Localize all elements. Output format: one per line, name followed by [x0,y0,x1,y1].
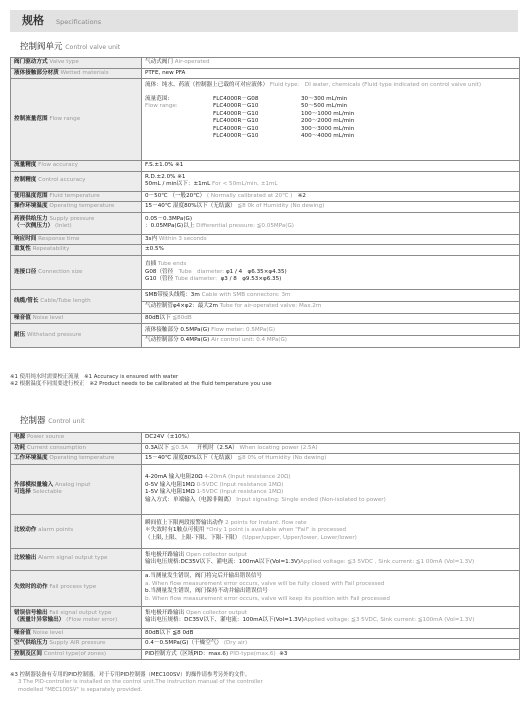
spec-row-cable-length: 线缆/管长 Cable/Tube length SMB带接头线缆：3m Cable with SMB connectors: 3m 气动控制管φ4×φ2：最大2m Tube for air-operated valve: Max.2m [11,289,520,313]
spec-row-ctrl-noise-level: 噪音值 Noise level 80dB以下 ≦8 0dB [11,628,520,639]
control-spec-table [10,432,520,660]
spec-row-operating-temperature: 操作环境温度 Operating temperature 15－40℃ 湿度80%以下（无结露） ≦8 0k of Humidity (No dewing) [11,202,520,213]
spec-row-air-pressure: 空气供给压力 Supply AIR pressure 0.4－0.5MPa(G)（干燥空气） (Dry air) [11,639,520,650]
section-header-bar [10,10,518,32]
list-item: FLC4000R－G10 300～3000 mL/min [213,125,355,132]
spec-row-fail-output: 错误信号输出 Fail signal output type （流量计异常输出） (Flow meter error) 集电极开路输出 Open collector output 输出电压规格：DC35V以下、灌电流：100mA以下(Vol=1.3V)Applied voltage: ≦3 5VDC, Sink current: ≦100mA (Vol=1.3V) [11,606,520,628]
spec-row-response-time: 响应时间 Response time 3s内 Within 3 seconds [11,234,520,245]
spec-row-current-consumption: 功耗 Current consumption 0.3A以下 ≦0.3A 开机时（2.5A） When locating power (2.5A) [11,443,520,454]
list-item: FLC4000R－G08 30～300 mL/min [213,95,348,102]
spec-row-repeatability: 重复性 Repeatability ±0.5% [11,245,520,256]
list-item: FLC4000R－G10 200～2000 mL/min [213,118,355,125]
spec-row-connection-size: 连接口径 Connection size 直插 Tube ends G08（管径 Tube diameter: φ1 / 4 φ6.35×φ4.35) G10（管径 Tube diameter: φ3 / 8 φ9.53×φ6.35) [11,255,520,289]
spec-row-flow-accuracy: 流量精度 Flow accuracy F.S.±1.0% ※1 [11,161,520,172]
list-item: FLC4000R－G10 400～4000 mL/min [213,133,355,140]
control-section-title: 控制器 Control unit [20,416,85,426]
spec-row-control-accuracy: 控制精度 Control accuracy R.D.±2.0% ※1 50mL / min以下：±1mL For < 50mL/min, ±1mL [11,171,520,191]
header-subtitle: Specifications [56,18,102,26]
flow-range-model-list [209,96,397,141]
spec-row-flow-range: 控制流量范围 Flow range 流体：纯水、药液（控制器上已载的可对应液体） Fluid type： DI water, chemicals (Fluid type indicated on control valve unit) 流量范围: Flow range: FLC4000R－G08 30～300 mL/min FLC4000R－G10 50～500 mL/min FLC4000R－G10 100～1000 mL/min FLC4000R－G10 200～2000 mL/min FLC4000R－G10 300～3000 mL/min FLC4000R－G10 400～4000 mL/min [11,79,520,161]
spec-row-analog-input: 外部模拟量输入 Analog input 可选择 Selectable 4-20mA 输入电阻20Ω 4-20mA (Input resistance 20Ω) 0-5V 输入电阻1MΩ 0-5VDC (Input resistance 1MΩ) 1-5V 输入电阻1MΩ 1-5VDC (Input resistance 1MΩ) 输入方式：单端输入（电源非隔离） Input signaling: Single ended (Non-isolated to power) [11,464,520,514]
list-item: FLC4000R－G10 50～500 mL/min [213,103,348,110]
spec-row-wetted-materials: 液体接触部分材质 Wetted materials PTFE, new PFA [11,68,520,79]
list-item: FLC4000R－G10 100～1000 mL/min [213,110,355,117]
spec-row-ctrl-operating-temperature: 工作环境温度 Operating temperature 15－40℃ 湿度80%以下（无结露） ≦8 0% of Humidity (No dewing) [11,454,520,465]
spec-row-fail-process: 失效时的动作 Fail process type a.当测量发生错误，阀门将完后开输出错误信号 a. When flow measurement error occurs, valve will be fully closed with Fail processed b.当测量发生错误，阀门保持不动并输出错误信号 b. When flow measurement error occurs, valve will keep its position with Fail processed [11,570,520,606]
spec-row-alarm-points: 比较动作 alarm points 瞬间值上下限两段报警输出动作 2 points for Instant. flow rate ＊失效时有1触点可使用 *Only 1 point is available when "Fail" is processed （上限,上限、上限-下限、下限-下限） (Upper/upper, Upper/lower, Lower/lower) [11,514,520,548]
spec-row-supply-pressure: 药液供给压力 Supply pressure （一次侧压力） (Inlet) 0.05－0.3MPa(G) ：0.05MPa(G)以上 Differential pressure: ≦0.05MPa(G) [11,212,520,234]
spec-row-withstand-pressure: 耐压 Withstand pressure 液体接触部分 0.5MPa(G) Flow meter: 0.5MPa(G) 气动控制部分 0.4MPa(G) Air control unit: 0.4 MPa(G) [11,324,520,348]
spec-row-valve-type: 阀门驱动方式 Valve type 气动式阀门 Air-operated [11,58,520,69]
control-footnotes: ※3 控制器装备有专用的PID控制器。对于专用PID控制器（MEC100SV）的操作请参考另外的文件。 3 The PID-controller is installed on the control unit.The instruction manual of the controller modelled "MEC100SV" is separately provided. [10,672,263,693]
spec-row-control-type: 控制及区间 Control type(of zones) PID控制方式（区域PID：max.6) PID-type(max.6) ※3 [11,649,520,660]
spec-row-noise-level: 噪音值 Noise level 80dB以下 ≦80dB [11,313,520,324]
valve-spec-table [10,57,520,348]
fluid-type: 流体：纯水、药液（控制器上已载的可对应液体） Fluid type： DI water, chemicals (Fluid type indicated on control valve unit) [145,82,482,89]
valve-footnotes: ※1 使用纯水时需要校正流量 ※1 Accuracy is ensured with water ※2 根据温度不同需要进行校正 ※2 Product needs to be calibrated at the fluid temperature you use [10,374,272,388]
header-title: 规格 [22,14,44,27]
spec-row-power-source: 电源 Power source DC24V（±10%） [11,433,520,444]
spec-row-alarm-output: 比较输出 Alarm signal output type 集电极开路输出 Open collector output 输出电压规格:DC35V以下、灌电流：100mA以下(Vol=1.3V)Applied voltage: ≦3 5VDC , Sink current: ≦1 00mA (Vol=1.3V) [11,548,520,570]
spec-row-fluid-temperature: 使用温度范围 Fluid temperature 0－50℃ （一般20℃） ( Normally calibrated at 20℃ ) ※2 [11,191,520,202]
valve-section-title: 控制阀单元 Control valve unit [20,42,121,52]
